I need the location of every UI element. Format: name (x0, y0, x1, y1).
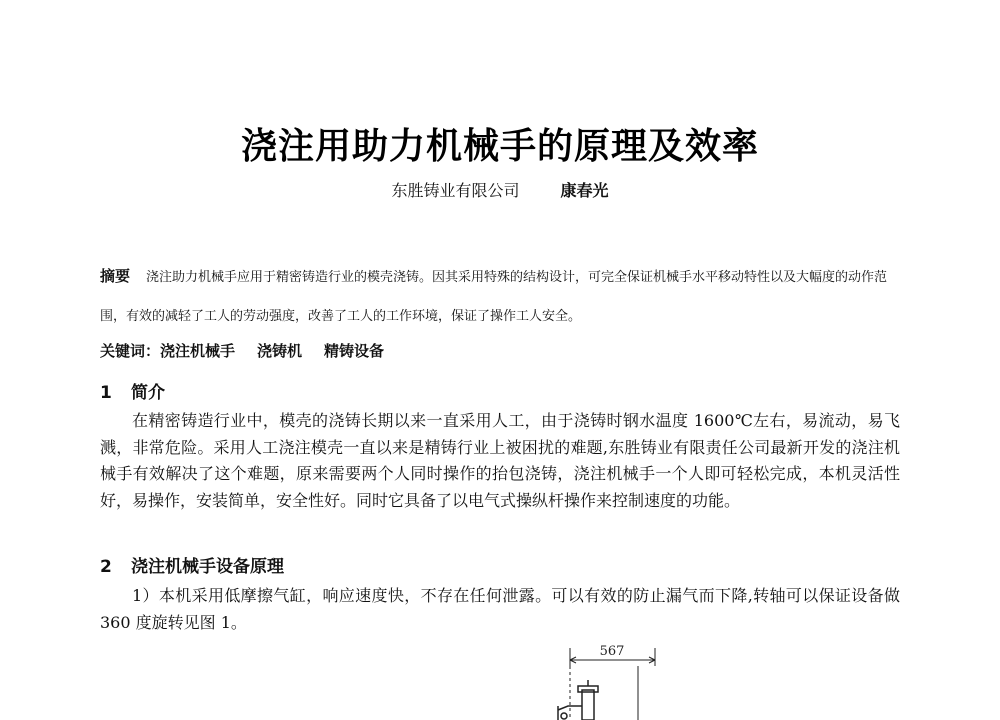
section-heading (100, 378, 165, 403)
section-heading (100, 552, 284, 577)
figure-1-drawing (540, 636, 680, 720)
keyword: 精铸设备 (324, 342, 385, 360)
paper-title: 浇注用助力机械手的原理及效率 (240, 126, 759, 167)
author-name: 康春光 (560, 181, 609, 200)
section-paragraph: 1）本机采用低摩擦气缸，响应速度快，不存在任何泄露。可以有效的防止漏气而下降,转轴可以保证设备做 360 度旋转见图 1。 (100, 586, 900, 632)
machine-outline (558, 680, 598, 720)
dimension-label: 567 (599, 644, 625, 659)
byline (0, 178, 1000, 201)
keyword: 浇注机械手 (160, 342, 236, 360)
section-title: 简介 (131, 383, 165, 403)
keywords (100, 340, 406, 361)
section-paragraph: 在精密铸造行业中，模壳的浇铸长期以来一直采用人工，由于浇铸时钢水温度 1600℃左右，易流动，易飞溅，非常危险。采用人工浇注模壳一直以来是精铸行业上被困扰的难题,东胜铸业有限责任公司最新开发的浇注机械手有效解决了这个难题，原来需要两个人同时操作的抬包浇铸，浇注机械手一个人即可轻松完成，本机灵活性好，易操作，安装简单，安全性好。同时它具备了以电气式操纵杆操作来控制速度的功能。 (100, 411, 900, 510)
section-title: 浇注机械手设备原理 (131, 557, 284, 577)
section-number: 1 (100, 383, 112, 403)
keywords-label: 关键词： (100, 342, 161, 360)
organization: 东胜铸业有限公司 (391, 181, 520, 200)
abstract-label: 摘要 (100, 267, 131, 285)
section-number: 2 (100, 557, 112, 577)
keyword: 浇铸机 (257, 342, 303, 360)
abstract-text: 浇注助力机械手应用于精密铸造行业的模壳浇铸。因其采用特殊的结构设计，可完全保证机械手水平移动特性以及大幅度的动作范围，有效的减轻了工人的劳动强度，改善了工人的工作环境，保证了操作工人安全。 (100, 270, 888, 324)
abstract (100, 257, 900, 336)
